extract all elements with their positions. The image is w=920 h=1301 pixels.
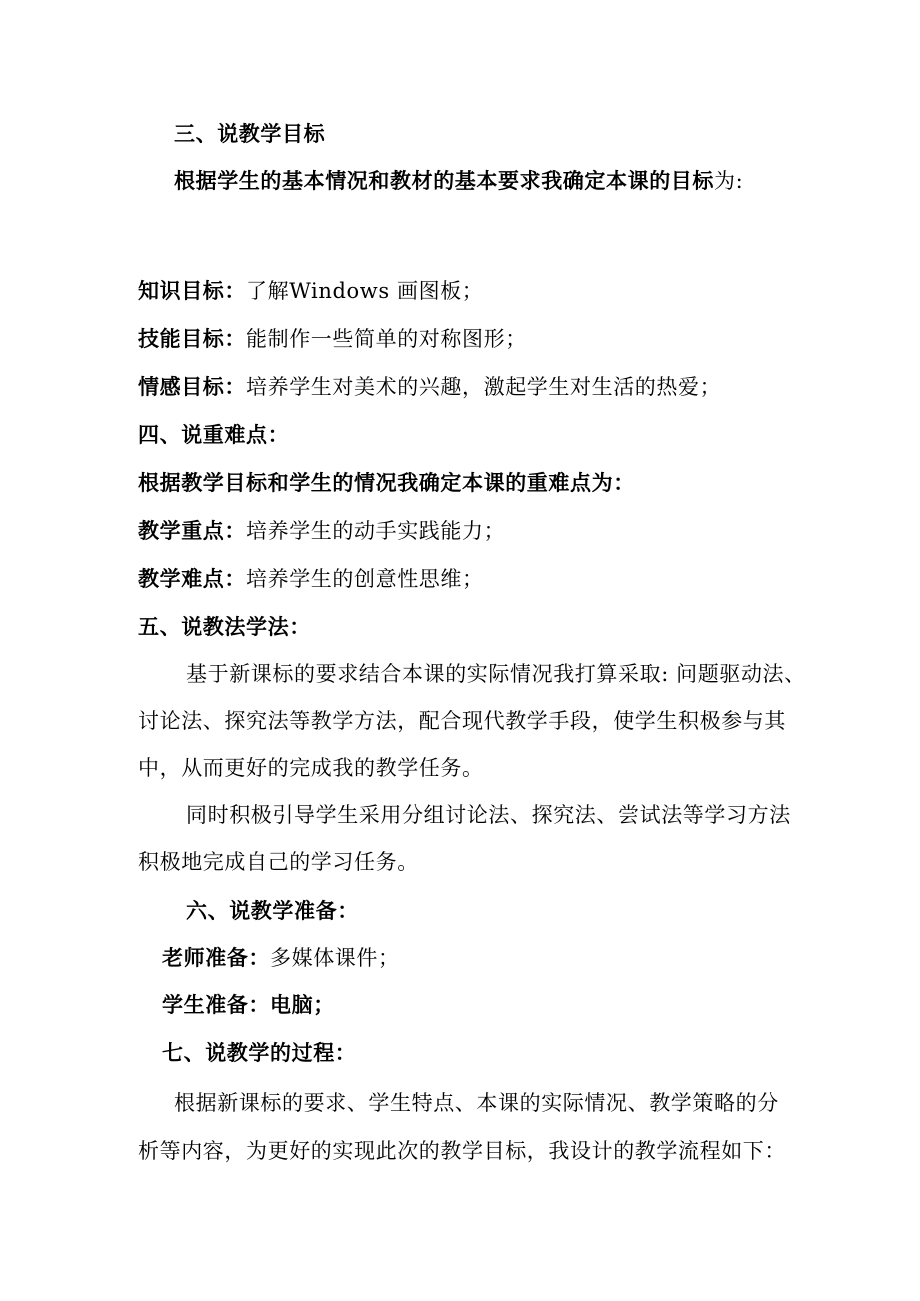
goal-text: 了解Windows 画图板； bbox=[246, 279, 484, 303]
goal-text: 能制作一些简单的对称图形； bbox=[246, 327, 527, 351]
section-3-intro-text: 根据学生的基本情况和教材的基本要求我确定本课的目标 bbox=[174, 168, 714, 193]
point-label: 教学难点： bbox=[138, 566, 246, 591]
section-5-para2-line1: 同时积极引导学生采用分组讨论法、探究法、尝试法等学习方法 bbox=[186, 803, 791, 827]
section-4-heading: 四、说重难点： bbox=[138, 422, 290, 447]
goal-label: 知识目标： bbox=[138, 278, 246, 303]
goal-emotion bbox=[138, 373, 721, 401]
section-5-para1-line2: 讨论法、探究法等教学方法，配合现代教学手段，使学生积极参与其 bbox=[138, 709, 786, 733]
section-3-intro bbox=[174, 167, 743, 195]
prep-label: 老师准备： bbox=[162, 945, 270, 970]
key-point bbox=[138, 517, 505, 545]
goal-knowledge bbox=[138, 277, 483, 305]
section-5-para2-line2: 积极地完成自己的学习任务。 bbox=[138, 850, 419, 874]
section-7-para-line2: 析等内容，为更好的实现此次的教学目标，我设计的教学流程如下： bbox=[138, 1139, 786, 1163]
difficult-point bbox=[138, 565, 484, 593]
student-preparation bbox=[162, 991, 335, 1019]
goal-label: 技能目标： bbox=[138, 326, 246, 351]
section-4-intro: 根据教学目标和学生的情况我确定本课的重难点为： bbox=[138, 470, 635, 495]
prep-text: 电脑； bbox=[270, 992, 335, 1017]
goal-skill bbox=[138, 325, 527, 353]
section-3-intro-tail: 为: bbox=[714, 169, 744, 193]
section-6-heading: 六、说教学准备： bbox=[186, 898, 359, 923]
point-label: 教学重点： bbox=[138, 518, 246, 543]
section-5-para1-line3: 中，从而更好的完成我的教学任务。 bbox=[138, 756, 484, 780]
section-5-heading: 五、说教法学法： bbox=[138, 614, 311, 639]
section-5-para1-line1: 基于新课标的要求结合本课的实际情况我打算采取: 问题驱动法、 bbox=[186, 662, 806, 686]
prep-label: 学生准备： bbox=[162, 992, 270, 1017]
section-3-heading: 三、说教学目标 bbox=[174, 121, 326, 146]
point-text: 培养学生的动手实践能力； bbox=[246, 519, 506, 543]
prep-text: 多媒体课件； bbox=[270, 946, 400, 970]
teacher-preparation bbox=[162, 944, 400, 972]
point-text: 培养学生的创意性思维； bbox=[246, 567, 484, 591]
goal-label: 情感目标： bbox=[138, 374, 246, 399]
section-7-heading: 七、说教学的过程： bbox=[162, 1040, 357, 1065]
goal-text: 培养学生对美术的兴趣，激起学生对生活的热爱； bbox=[246, 375, 722, 399]
section-7-para-line1: 根据新课标的要求、学生特点、本课的实际情况、教学策略的分 bbox=[174, 1091, 779, 1115]
